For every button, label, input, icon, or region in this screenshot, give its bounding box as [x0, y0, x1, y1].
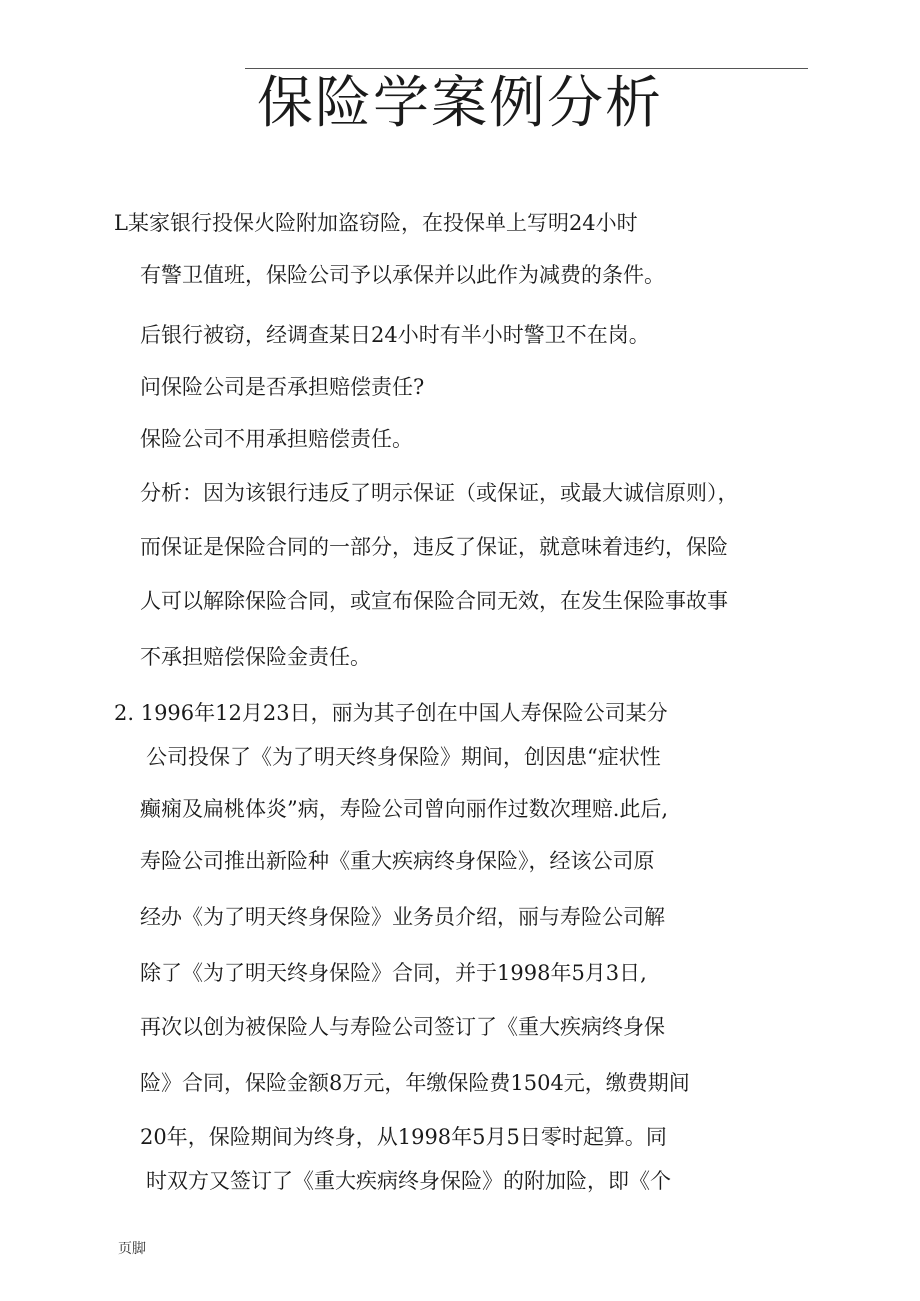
- case2-line-7: 再次以创为被保险人与寿险公司签订了《重大疾病终身保: [140, 1015, 665, 1039]
- page-title: 保险学案例分析: [257, 71, 663, 136]
- case1-analysis-line-4: 不承担赔偿保险金责任。: [140, 645, 371, 669]
- case2-line-6: 除了《为了明天终身保险》合同，并于1998年5月3日,: [140, 961, 647, 985]
- page-footer: 页脚: [118, 1241, 146, 1257]
- case2-line-8: 险》合同，保险金额8万元，年缴保险费1504元，缴费期间: [140, 1071, 690, 1095]
- case1-analysis-line-2: 而保证是保险合同的一部分，违反了保证，就意味着违约，保险: [140, 535, 728, 559]
- case2-line-9: 20年，保险期间为终身，从1998年5月5日零时起算。同: [140, 1125, 667, 1149]
- case2-line-2: 公司投保了《为了明天终身保险》期间，创因患“症状性: [146, 745, 661, 769]
- header-rule: [245, 68, 808, 69]
- case2-line-5: 经办《为了明天终身保险》业务员介绍，丽与寿险公司解: [140, 905, 665, 929]
- case1-answer: 保险公司不用承担赔偿责任。: [140, 427, 413, 451]
- case1-analysis-line-1: 分析：因为该银行违反了明示保证（或保证，或最大诚信原则），: [140, 481, 739, 505]
- case1-line-2: 有警卫值班，保险公司予以承保并以此作为减费的条件。: [140, 263, 665, 287]
- case1-question: 问保险公司是否承担赔偿责任?: [140, 375, 425, 399]
- case2-line-4: 寿险公司推出新险种《重大疾病终身保险》，经该公司原: [140, 849, 655, 873]
- case1-line-3: 后银行被窃，经调查某日24小时有半小时警卫不在岗。: [140, 323, 650, 347]
- case2-line-1: 2. 1996年12月23日，丽为其子创在中国人寿保险公司某分: [114, 701, 668, 725]
- case2-line-3: 癫痫及扁桃体炎”病，寿险公司曾向丽作过数次理赔.此后,: [140, 797, 669, 821]
- case1-analysis-line-3: 人可以解除保险合同，或宣布保险合同无效，在发生保险事故事: [140, 589, 728, 613]
- case1-line-1: L某家银行投保火险附加盗窃险，在投保单上写明24小时: [114, 211, 638, 235]
- case2-line-10: 时双方又签订了《重大疾病终身保险》的附加险，即《个: [146, 1169, 671, 1193]
